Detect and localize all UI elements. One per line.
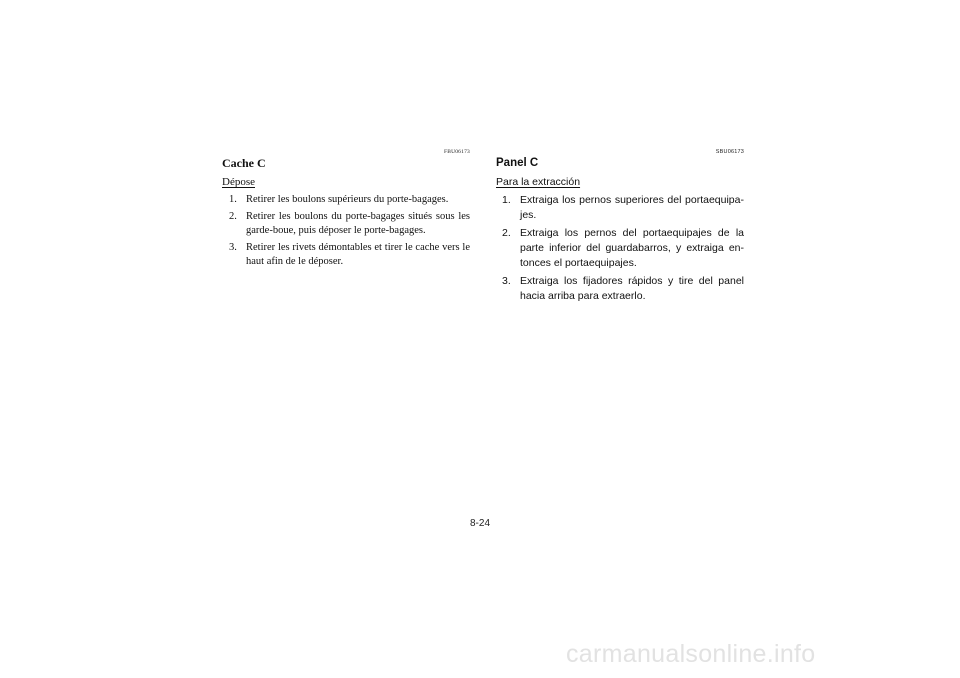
section-code: FBU06173: [443, 149, 470, 155]
step-number: 3.: [502, 275, 511, 287]
step-item: [222, 210, 470, 239]
section-title: Panel C: [496, 157, 539, 169]
section-subtitle: Para la extracción: [496, 176, 581, 188]
steps-list: [496, 193, 744, 304]
steps-list: [222, 193, 470, 270]
watermark: carmanualsonline.info: [566, 640, 816, 668]
section-code: SBU06173: [715, 149, 744, 155]
step-text: Retirer les boulons supérieurs du porte-bagages.: [246, 194, 449, 205]
step-item: [222, 241, 470, 270]
step-text: Extraiga los pernos del portaequipajes de la parte inferior del guardabarros, y extraiga en-tonces el portaequipajes.: [520, 227, 744, 269]
step-text: Extraiga los pernos superiores del portaequipa-jes.: [520, 194, 744, 221]
step-item: [496, 193, 744, 223]
step-item: [222, 193, 470, 208]
step-number: 1.: [502, 194, 511, 206]
step-text: Retirer les rivets démontables et tirer le cache vers le haut afin de le déposer.: [246, 241, 470, 267]
page-number: 8-24: [470, 518, 491, 529]
step-number: 2.: [229, 210, 237, 222]
section-title: Cache C: [222, 156, 266, 170]
step-text: Extraiga los fijadores rápidos y tire del panel hacia arriba para extraerlo.: [520, 275, 744, 302]
spanish-column: [496, 148, 744, 307]
french-column: [222, 148, 470, 272]
step-item: [496, 226, 744, 271]
step-item: [496, 274, 744, 304]
step-number: 2.: [502, 227, 511, 239]
step-number: 1.: [229, 194, 237, 205]
step-text: Retirer les boulons du porte-bagages situés sous les garde-boue, puis déposer le porte-bagages.: [246, 210, 470, 236]
step-number: 3.: [229, 241, 237, 253]
section-subtitle: Dépose: [222, 176, 255, 188]
